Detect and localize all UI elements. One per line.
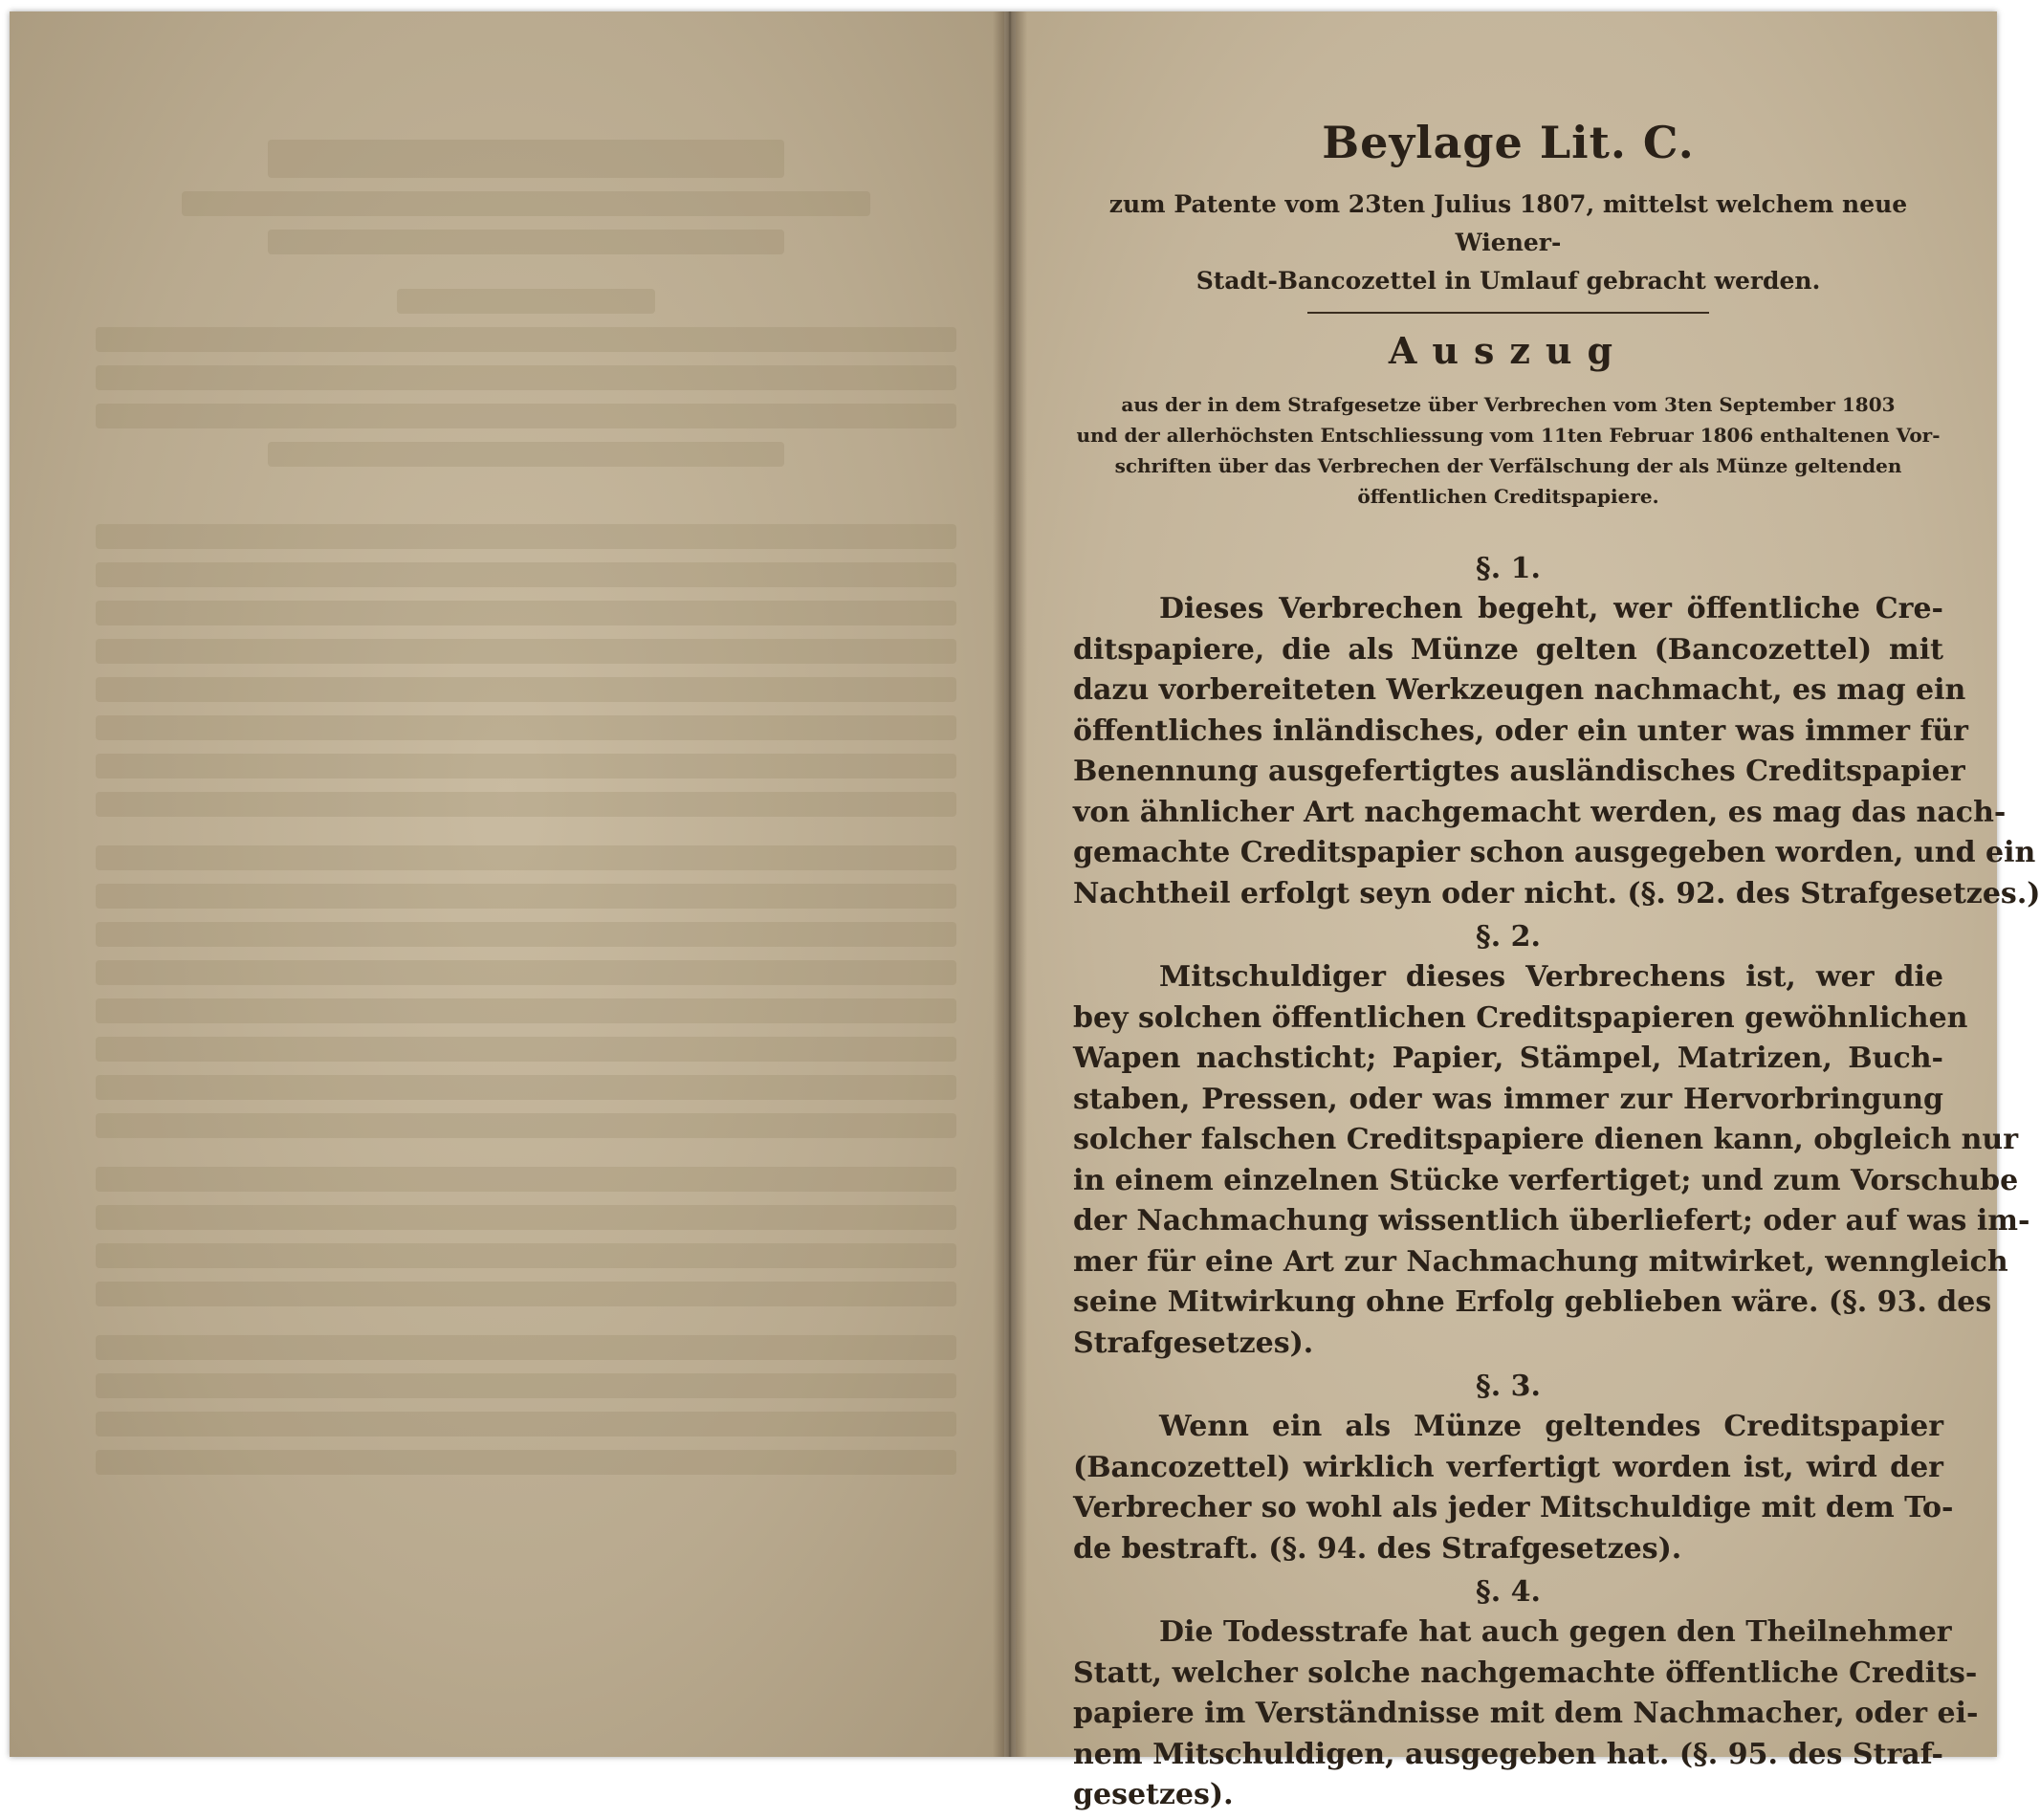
text-line: solcher falschen Creditspapiere dienen kann, obgleich nur bbox=[1073, 1123, 2019, 1156]
text-line: gesetzes). bbox=[1073, 1778, 1234, 1811]
text-line: öffentliches inländisches, oder ein unter was immer für bbox=[1073, 713, 1968, 748]
text-line: Verbrecher so wohl als jeder Mitschuldige mit dem To- bbox=[1073, 1491, 1954, 1524]
subtitle-line: zum Patente vom 23ten Julius 1807, mittelst welchem neue Wiener- bbox=[1108, 190, 1908, 256]
summary-line: schriften über das Verbrechen der Verfälschung der als Münze geltenden bbox=[1114, 454, 1902, 477]
section-heading: Auszug bbox=[1388, 329, 1629, 372]
section-mark-3: §. 3. bbox=[1476, 1370, 1541, 1403]
section-mark-4: §. 4. bbox=[1476, 1575, 1541, 1609]
bleed-line bbox=[96, 1373, 956, 1398]
bleed-line bbox=[96, 1037, 956, 1062]
bleed-line bbox=[96, 1205, 956, 1230]
divider-rule bbox=[1307, 312, 1709, 314]
left-page bbox=[10, 11, 1004, 1757]
bleed-line bbox=[96, 845, 956, 870]
book-spread bbox=[10, 11, 2040, 1811]
page-title: Beylage Lit. C. bbox=[1322, 117, 1695, 168]
paragraph-3 bbox=[1073, 1407, 1954, 1569]
text-line: gemachte Creditspapier schon ausgegeben worden, und ein bbox=[1073, 836, 2036, 869]
book-gutter bbox=[993, 11, 1027, 1757]
text-line: ditspapiere, die als Münze gelten (Bancozettel) mit bbox=[1073, 632, 1943, 667]
paragraph-4 bbox=[1073, 1612, 1979, 1816]
bleed-line bbox=[96, 562, 956, 587]
bleed-line bbox=[96, 524, 956, 549]
paragraph-2 bbox=[1073, 957, 2030, 1364]
bleed-line bbox=[96, 327, 956, 352]
summary-line: öffentlichen Creditspapiere. bbox=[1357, 485, 1659, 508]
bleed-line bbox=[96, 1282, 956, 1306]
bleed-line bbox=[96, 1167, 956, 1192]
bleed-line bbox=[96, 715, 956, 740]
bleed-line bbox=[96, 639, 956, 664]
text-line: papiere im Verständnisse mit dem Nachmacher, oder ei- bbox=[1073, 1697, 1979, 1730]
text-line: Mitschuldiger dieses Verbrechens ist, wer die bbox=[1159, 960, 1943, 994]
text-line: der Nachmachung wissentlich überliefert; oder auf was im- bbox=[1073, 1204, 2030, 1238]
text-line: mer für eine Art zur Nachmachung mitwirket, wenngleich bbox=[1073, 1244, 2008, 1279]
bleed-line bbox=[268, 140, 784, 178]
bleed-through-text bbox=[96, 126, 956, 1488]
bleed-line bbox=[96, 1243, 956, 1268]
bleed-line bbox=[397, 289, 655, 314]
bleed-line bbox=[96, 1075, 956, 1100]
right-page bbox=[1016, 11, 2040, 1811]
bleed-line bbox=[96, 365, 956, 390]
summary bbox=[1073, 389, 1943, 512]
paragraph-1 bbox=[1073, 589, 2040, 914]
bleed-line bbox=[268, 442, 784, 467]
bleed-line bbox=[96, 884, 956, 909]
text-line: nem Mitschuldigen, ausgegeben hat. (§. 95. des Straf- bbox=[1073, 1737, 1943, 1771]
bleed-line bbox=[96, 792, 956, 817]
bleed-line bbox=[96, 960, 956, 985]
bleed-line bbox=[96, 998, 956, 1023]
bleed-line bbox=[96, 1113, 956, 1138]
bleed-line bbox=[96, 922, 956, 947]
text-line: von ähnlicher Art nachgemacht werden, es mag das nach- bbox=[1073, 795, 2007, 829]
text-line: Wapen nachsticht; Papier, Stämpel, Matrizen, Buch- bbox=[1073, 1042, 1943, 1075]
section-mark-2: §. 2. bbox=[1476, 920, 1541, 954]
text-line: (Bancozettel) wirklich verfertigt worden ist, wird der bbox=[1073, 1450, 1943, 1484]
bleed-line bbox=[96, 404, 956, 428]
section-mark-1: §. 1. bbox=[1476, 552, 1541, 585]
text-line: Die Todesstrafe hat auch gegen den Theilnehmer bbox=[1159, 1615, 1952, 1649]
text-line: Strafgesetzes). bbox=[1073, 1326, 1314, 1360]
bleed-line bbox=[96, 677, 956, 702]
text-line: in einem einzelnen Stücke verfertiget; und zum Vorschube bbox=[1073, 1163, 2019, 1197]
bleed-line bbox=[96, 1412, 956, 1436]
bleed-line bbox=[96, 1450, 956, 1475]
text-line: Wenn ein als Münze geltendes Creditspapier bbox=[1159, 1410, 1943, 1443]
document-content bbox=[1073, 117, 2040, 1820]
bleed-line bbox=[96, 601, 956, 625]
text-line: seine Mitwirkung ohne Erfolg geblieben wäre. (§. 93. des bbox=[1073, 1285, 1992, 1319]
text-line: Dieses Verbrechen begeht, wer öffentliche Cre- bbox=[1159, 592, 1943, 625]
subtitle-line: Stadt-Bancozettel in Umlauf gebracht werden. bbox=[1195, 267, 1821, 295]
bleed-line bbox=[182, 191, 870, 216]
text-line: de bestraft. (§. 94. des Strafgesetzes). bbox=[1073, 1531, 1682, 1566]
summary-line: aus der in dem Strafgesetze über Verbrechen vom 3ten September 1803 bbox=[1121, 393, 1896, 416]
text-line: Statt, welcher solche nachgemachte öffentliche Credits- bbox=[1073, 1656, 1978, 1690]
summary-line: und der allerhöchsten Entschliessung vom 11ten Februar 1806 enthaltenen Vor- bbox=[1076, 424, 1941, 447]
text-line: dazu vorbereiteten Werkzeugen nachmacht, es mag ein bbox=[1073, 673, 1966, 707]
bleed-line bbox=[268, 230, 784, 254]
bleed-line bbox=[96, 1335, 956, 1360]
text-line: Nachtheil erfolgt seyn oder nicht. (§. 92. des Strafgesetzes.) bbox=[1073, 876, 2040, 910]
text-line: bey solchen öffentlichen Creditspapieren gewöhnlichen bbox=[1073, 1000, 1968, 1035]
text-line: staben, Pressen, oder was immer zur Hervorbringung bbox=[1073, 1082, 1943, 1116]
bleed-line bbox=[96, 754, 956, 778]
subtitle bbox=[1073, 186, 1943, 300]
text-line: Benennung ausgefertigtes ausländisches Creditspapier bbox=[1073, 755, 1965, 788]
